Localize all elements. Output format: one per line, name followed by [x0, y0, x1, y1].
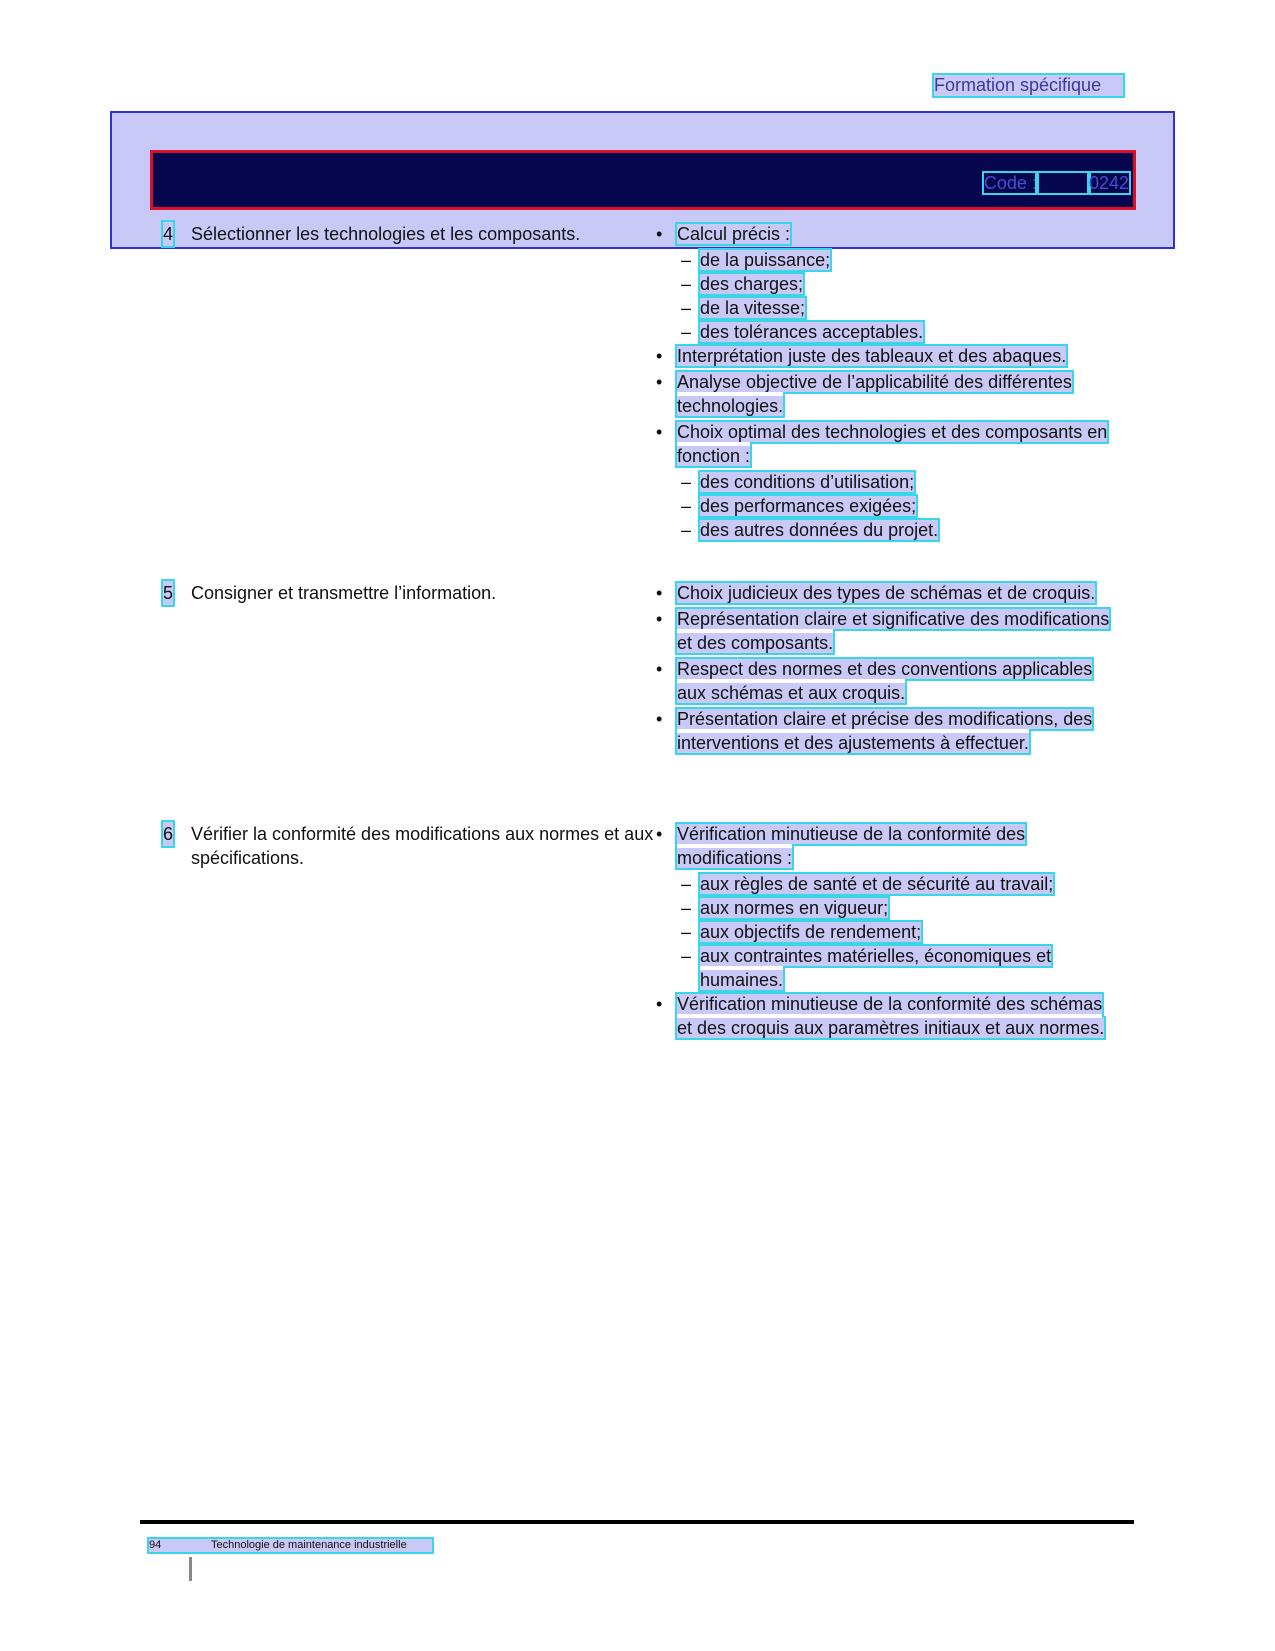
code-label: Code :	[983, 173, 1037, 193]
sub-criterion: – des autres données du projet.	[681, 520, 939, 540]
criterion: • Présentation claire et précise des modifications, des interventions et des ajustements à effectuer.	[656, 709, 1093, 753]
sub-criterion: – de la vitesse;	[681, 298, 806, 318]
sub-criterion: – des charges;	[681, 274, 804, 294]
sub-criterion: – aux règles de santé et de sécurité au travail;	[681, 874, 1054, 894]
sub-criterion: – aux contraintes matérielles, économiques et humaines.	[681, 946, 1052, 990]
footer-title: Technologie de maintenance industrielle	[211, 1539, 407, 1551]
criterion: • Respect des normes et des conventions applicables aux schémas et aux croquis.	[656, 659, 1093, 703]
criterion: • Interprétation juste des tableaux et des abaques.	[656, 346, 1067, 366]
criterion: • Choix optimal des technologies et des composants en fonction :	[656, 422, 1108, 466]
criterion: • Vérification minutieuse de la conformité des modifications :	[656, 824, 1026, 868]
element-number: 4	[163, 224, 174, 244]
criterion: • Représentation claire et significative des modifications et des composants.	[656, 609, 1110, 653]
criterion: • Calcul précis :	[656, 224, 791, 244]
sub-criterion: – des tolérances acceptables.	[681, 322, 924, 342]
criterion: • Analyse objective de l’applicabilité des différentes technologies.	[656, 372, 1072, 416]
criteria-list	[650, 822, 1120, 1042]
code-bar	[150, 150, 1136, 210]
element-text: Consigner et transmettre l’information.	[191, 583, 497, 603]
element-number: 5	[163, 583, 174, 603]
footer-rule	[140, 1520, 1134, 1524]
footer	[149, 1539, 432, 1552]
sub-criterion: – de la puissance;	[681, 250, 831, 270]
code-line	[984, 173, 1129, 193]
criteria-list	[650, 581, 1120, 757]
criterion: • Vérification minutieuse de la conformité des schémas et des croquis aux paramètres initiaux et aux normes.	[656, 994, 1105, 1038]
header-label: Formation spécifique	[934, 75, 1123, 96]
sub-criterion: – aux objectifs de rendement;	[681, 922, 922, 942]
element-text: Sélectionner les technologies et les composants.	[191, 224, 581, 244]
element-text: Vérifier la conformité des modifications aux normes et aux spécifications.	[191, 824, 654, 868]
sub-criterion: – des performances exigées;	[681, 496, 917, 516]
criterion: • Choix judicieux des types de schémas et de croquis.	[656, 583, 1096, 603]
element-number: 6	[163, 824, 174, 844]
footer-tick	[189, 1557, 192, 1581]
sub-criterion: – des conditions d’utilisation;	[681, 472, 915, 492]
sub-criterion: – aux normes en vigueur;	[681, 898, 889, 918]
footer-page-number: 94	[149, 1539, 162, 1551]
criteria-list	[650, 222, 1120, 542]
code-value: 0242	[1088, 173, 1129, 193]
